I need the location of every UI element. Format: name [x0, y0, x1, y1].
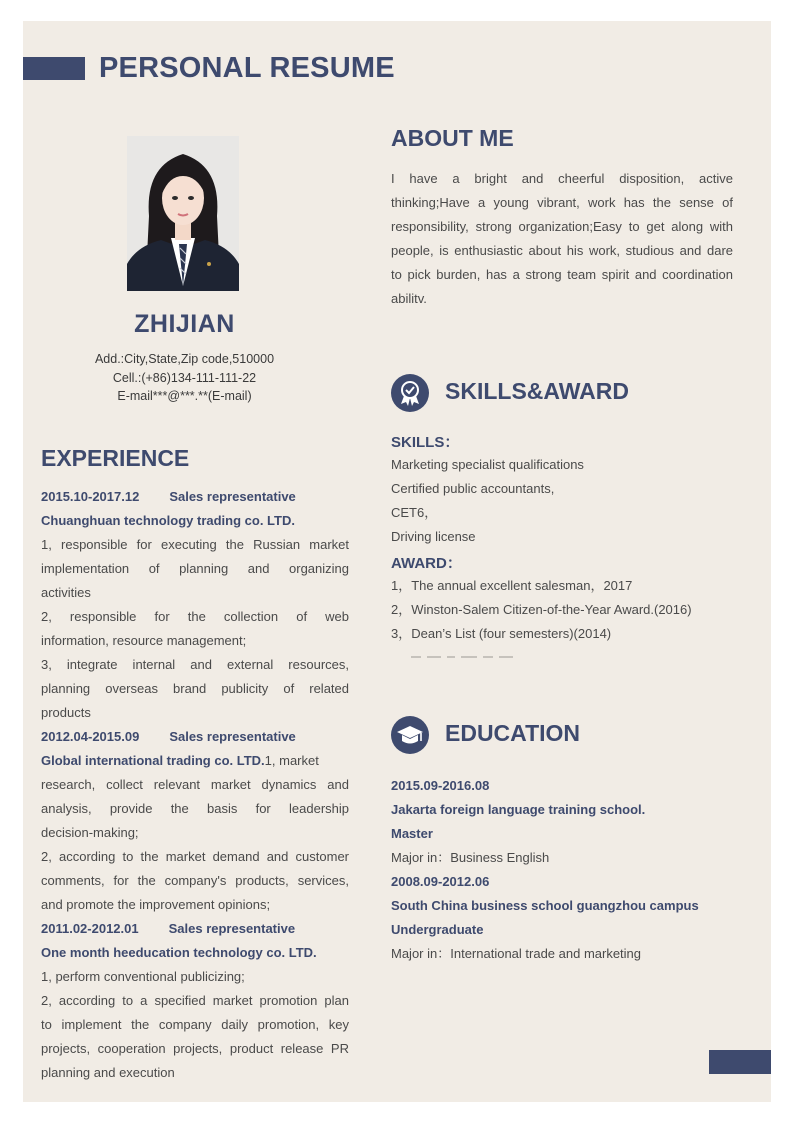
job-dates: 2012.04-2015.09: [41, 729, 140, 744]
contact-address: Add.:City,State,Zip code,510000: [94, 352, 275, 366]
job-company: Global international trading co. LTD.: [41, 753, 265, 768]
experience-list: [41, 485, 349, 1085]
job-header: [41, 725, 349, 749]
education-list: [391, 774, 699, 966]
award-label: AWARD：: [391, 555, 462, 572]
edu-school: South China business school guangzhou campus: [391, 898, 699, 913]
job-line: 1, responsible for executing the Russian market: [41, 537, 349, 552]
job-dates: 2011.02-2012.01: [41, 921, 139, 936]
edu-degree: Master: [391, 826, 433, 841]
job-role: Sales representative: [168, 921, 296, 936]
edu-major: Major in：International trade and marketing: [391, 946, 642, 961]
job-line: 2, according to a specified market promotion plan: [41, 993, 349, 1008]
award-item: 1，The annual excellent salesman，2017: [391, 578, 633, 593]
job-line: research, collect relevant market dynamics and: [41, 777, 349, 792]
job-role: Sales representative: [169, 489, 296, 504]
job-role: Sales representative: [169, 729, 296, 744]
profile-name: ZHIJIAN: [134, 310, 235, 338]
edu-school: Jakarta foreign language training school.: [391, 802, 646, 817]
skills-label: SKILLS：: [391, 434, 460, 451]
job-line: planning overseas brand publicity of related: [41, 681, 349, 696]
footer-accent-bar: [709, 1050, 771, 1074]
skill-item: Certified public accountants,: [391, 481, 555, 496]
job-line: 3, integrate internal and external resources,: [41, 657, 349, 672]
job-company-tail: 1, market: [264, 753, 319, 768]
award-item: 2，Winston-Salem Citizen-of-the-Year Award.(2016): [391, 602, 692, 617]
edu-major: Major in：Business English: [391, 850, 550, 865]
graduation-cap-icon: [391, 716, 429, 754]
contact-email: E-mail***@***.**(E-mail): [117, 389, 252, 403]
about-text: [391, 167, 733, 311]
skills-award-heading: SKILLS&AWARD: [445, 378, 629, 404]
award-item: 3，Dean’s List (four semesters)(2014): [391, 626, 612, 641]
job-line: and promote the improvement opinions;: [41, 897, 271, 912]
job-line: planning and execution: [41, 1065, 175, 1080]
skill-item: CET6，: [391, 505, 438, 520]
skills-list: [391, 453, 584, 549]
about-line: responsibility, strong organization;Easy to get along with: [391, 219, 733, 234]
job-line: implementation of planning and organizing: [41, 561, 349, 576]
job-header: [41, 485, 349, 509]
title-accent-bar: [23, 57, 85, 80]
about-line: I have a bright and cheerful disposition, active: [391, 171, 733, 186]
about-line: to pick burden, has a strong team spirit and coordination: [391, 267, 733, 282]
edu-dates: 2008.09-2012.06: [391, 874, 490, 889]
job-line: 2, responsible for the collection of web: [41, 609, 349, 624]
about-line: people, is enthusiastic about his work, studious and dare: [391, 243, 733, 258]
job-line: projects, cooperation projects, product release PR: [41, 1041, 349, 1056]
job-line: activities: [41, 585, 91, 600]
experience-heading: EXPERIENCE: [41, 445, 190, 471]
job-company: Chuanghuan technology trading co. LTD.: [41, 513, 295, 528]
job-company-line: [41, 749, 349, 773]
profile-photo: [127, 136, 239, 291]
job-company: One month heeducation technology co. LTD.: [41, 945, 317, 960]
skill-item: Driving license: [391, 529, 476, 544]
education-heading: EDUCATION: [445, 720, 581, 746]
about-line: thinking;Have a young vibrant, work has the sense of: [391, 195, 733, 210]
job-line: information, resource management;: [41, 633, 247, 648]
award-list: [391, 574, 692, 646]
about-heading: ABOUT ME: [391, 125, 514, 151]
job-line: analysis, provide the basis for leadership: [41, 801, 349, 816]
job-line: decision-making;: [41, 825, 139, 840]
contact-cell: Cell.:(+86)134-111-111-22: [112, 371, 257, 385]
job-line: to implement the company daily promotion, key: [41, 1017, 349, 1032]
edu-dates: 2015.09-2016.08: [391, 778, 490, 793]
job-line: products: [41, 705, 91, 720]
job-line: 2, according to the market demand and customer: [41, 849, 349, 864]
job-line: 1, perform conventional publicizing;: [41, 969, 245, 984]
job-header: [41, 917, 349, 941]
skill-item: Marketing specialist qualifications: [391, 457, 584, 472]
job-dates: 2015.10-2017.12: [41, 489, 140, 504]
clipped-line-remnant: [391, 647, 551, 659]
award-badge-icon: [391, 374, 429, 412]
page-title: PERSONAL RESUME: [99, 52, 395, 84]
about-line: abilitv.: [391, 291, 427, 306]
edu-degree: Undergraduate: [391, 922, 484, 937]
job-line: comments, for the company's products, services,: [41, 873, 349, 888]
